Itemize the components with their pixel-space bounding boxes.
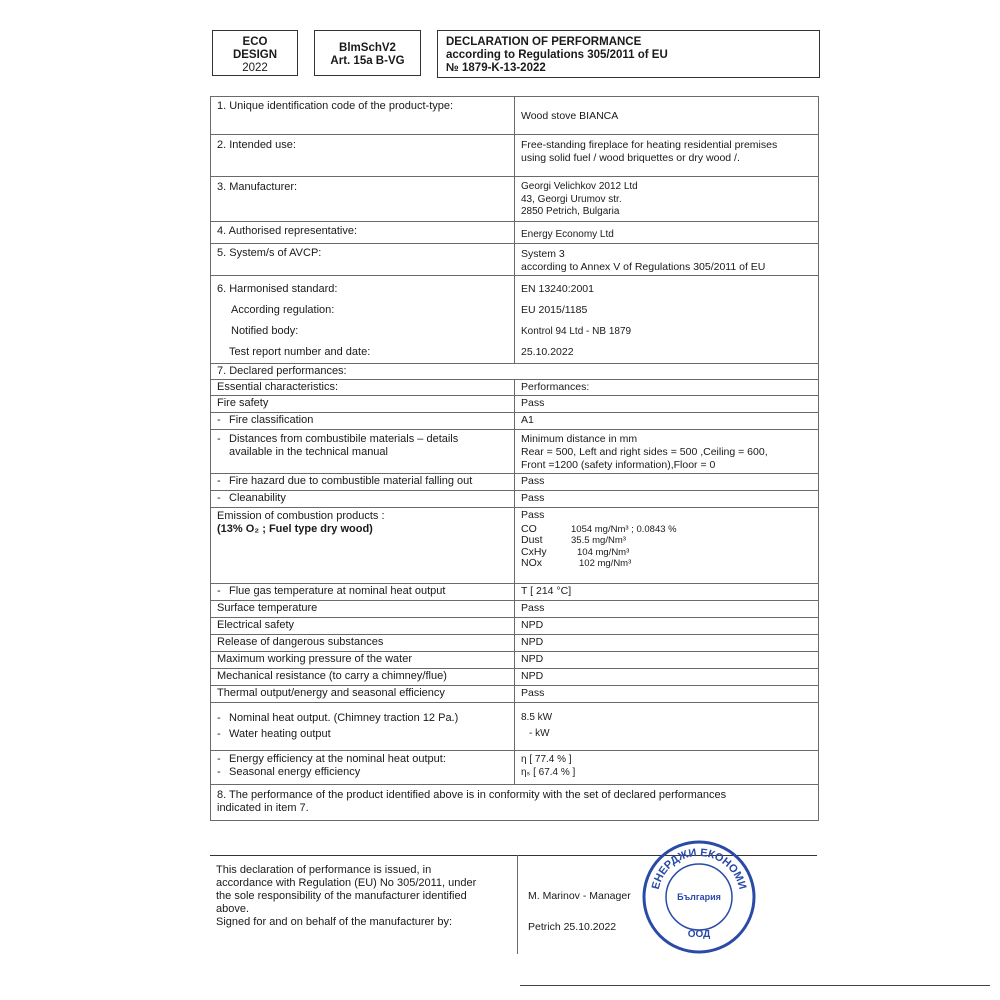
efficiency-values	[515, 751, 819, 785]
according-regulation-value: EU 2015/1185	[521, 304, 588, 316]
avcp-value	[515, 244, 819, 276]
signature-place-date: Petrich 25.10.2022	[528, 921, 617, 933]
seasonal-efficiency-text: Seasonal energy efficiency	[229, 766, 361, 778]
distances-label-line-1: Distances from combustibile materials – details	[229, 433, 459, 445]
cxhy-key: CxHy	[521, 545, 547, 558]
flue-gas-text: Flue gas temperature at nominal heat output	[229, 585, 446, 597]
row-fire-hazard	[211, 474, 819, 491]
emission-pass: Pass	[521, 509, 545, 521]
eco-line-3: 2022	[242, 62, 268, 74]
distances-value	[515, 430, 819, 474]
conformity-line-2: indicated in item 7.	[217, 802, 309, 814]
statement-line-1: This declaration of performance is issued, in	[216, 864, 432, 876]
efficiency-labels	[211, 751, 515, 785]
row-emission	[211, 508, 819, 584]
row-identification	[211, 97, 819, 135]
notified-body-value: Kontrol 94 Ltd - NB 1879	[521, 326, 632, 337]
emission-label-line-2: (13% O₂ ; Fuel type dry wood)	[217, 523, 373, 535]
emission-co	[521, 524, 814, 536]
row-flue-gas	[211, 584, 819, 601]
fire-hazard-value: Pass	[515, 474, 819, 491]
test-report-label: Test report number and date:	[229, 346, 371, 358]
row-thermal	[211, 686, 819, 703]
avcp-line-2: according to Annex V of Regulations 305/2011 of EU	[521, 261, 766, 273]
release-label: Release of dangerous substances	[211, 635, 515, 652]
thermal-label: Thermal output/energy and seasonal efficiency	[211, 686, 515, 703]
row-pressure	[211, 652, 819, 669]
manufacturer-name: Georgi Velichkov 2012 Ltd	[521, 181, 638, 192]
conformity-line-1: 8. The performance of the product identified above is in conformity with the set of declared performances	[217, 789, 727, 801]
emission-nox	[521, 558, 814, 570]
cleanability-value: Pass	[515, 491, 819, 508]
fire-classification-label: - Fire classification	[211, 413, 515, 430]
row-efficiency	[211, 751, 819, 785]
representative-label: 4. Authorised representative:	[211, 222, 515, 244]
eco-line-2: DESIGN	[232, 49, 278, 61]
row-electrical	[211, 618, 819, 635]
thermal-value: Pass	[515, 686, 819, 703]
avcp-line-1: System 3	[521, 248, 565, 260]
water-heating-text: Water heating output	[229, 728, 331, 740]
nominal-heat-output-text: Nominal heat output. (Chimney traction 12 Pa.)	[229, 712, 459, 724]
row-fire-safety	[211, 396, 819, 413]
signatory-name: M. Marinov - Manager	[528, 890, 631, 902]
stamp-center-text: България	[677, 892, 721, 902]
cleanability-text: Cleanability	[229, 492, 286, 504]
energy-efficiency-value: η [ 77.4 % ]	[521, 754, 572, 765]
blm-line-2: Art. 15a B-VG	[330, 55, 405, 67]
intended-use-label: 2. Intended use:	[211, 135, 515, 177]
energy-efficiency-label: - Energy efficiency at the nominal heat output:	[217, 753, 446, 765]
document-title: DECLARATION OF PERFORMANCE	[446, 36, 642, 48]
pressure-label: Maximum working pressure of the water	[211, 652, 515, 669]
row-representative	[211, 222, 819, 244]
emission-cxhy	[521, 547, 814, 559]
notified-body-label: Notified body:	[231, 325, 299, 337]
stamp-ring-text: ЕНЕРДЖИ ЕКОНОМИ	[649, 846, 749, 891]
row-mechanical	[211, 669, 819, 686]
row-avcp	[211, 244, 819, 276]
harmonised-standard-label: 6. Harmonised standard:	[217, 283, 338, 295]
row-release	[211, 635, 819, 652]
row-intended-use	[211, 135, 819, 177]
heat-output-values	[515, 703, 819, 751]
row-declared-performances	[211, 364, 819, 380]
statement-line-3: the sole responsibility of the manufacturer identified	[216, 890, 467, 902]
emission-label-line-1: Emission of combustion products :	[217, 510, 385, 522]
row-heat-output	[211, 703, 819, 751]
manufacturer-street: 43, Georgi Urumov str.	[521, 193, 622, 205]
row-perf-header	[211, 380, 819, 396]
flue-gas-label: - Flue gas temperature at nominal heat output	[211, 584, 515, 601]
fire-classification-text: Fire classification	[229, 414, 314, 426]
blm-line-1: BlmSchV2	[339, 42, 396, 54]
seasonal-efficiency-value: ηₛ [ 67.4 % ]	[521, 767, 576, 778]
nominal-heat-output-label: - Nominal heat output. (Chimney traction 12 Pa.)	[217, 712, 459, 724]
distances-value-line-2: Rear = 500, Left and right sides = 500 ,Ceiling = 600,	[521, 446, 768, 458]
water-heating-value: - kW	[529, 728, 550, 739]
eco-design-box	[212, 30, 298, 76]
signature-statement	[210, 856, 518, 955]
intended-use-line-2: using solid fuel / wood briquettes or dry wood /.	[521, 152, 740, 164]
pressure-value: NPD	[515, 652, 819, 669]
fire-safety-value: Pass	[515, 396, 819, 413]
distances-label-line-2: available in the technical manual	[229, 446, 388, 458]
distances-value-line-3: Front =1200 (safety information),Floor = 0	[521, 459, 716, 471]
nox-value: 102 mg/Nm³	[579, 558, 632, 569]
company-stamp	[640, 838, 758, 956]
nominal-heat-output-value: 8.5 kW	[521, 712, 553, 723]
nox-key: NOx	[521, 557, 542, 569]
row-surface	[211, 601, 819, 618]
co-value: 1054 mg/Nm³ ; 0.0843 %	[571, 523, 677, 535]
water-heating-label: - Water heating output	[217, 728, 331, 740]
fire-hazard-text: Fire hazard due to combustible material falling out	[229, 475, 473, 487]
declaration-table	[210, 96, 819, 821]
seasonal-efficiency-label: - Seasonal energy efficiency	[217, 766, 361, 778]
manufacturer-label: 3. Manufacturer:	[211, 177, 515, 222]
essential-characteristics-header: Essential characteristics:	[211, 380, 515, 396]
surface-label: Surface temperature	[211, 601, 515, 618]
representative-value: Energy Economy Ltd	[515, 222, 819, 244]
row-cleanability	[211, 491, 819, 508]
standard-labels	[211, 276, 515, 364]
test-report-value: 25.10.2022	[521, 346, 574, 358]
avcp-label: 5. System/s of AVCP:	[211, 244, 515, 276]
manufacturer-value	[515, 177, 819, 222]
dust-key: Dust	[521, 534, 543, 546]
standard-values	[515, 276, 819, 364]
blmschv-box	[314, 30, 421, 76]
distances-value-line-1: Minimum distance in mm	[521, 433, 638, 445]
dust-value: 35.5 mg/Nm³	[571, 535, 626, 546]
statement-line-5: Signed for and on behalf of the manufacturer by:	[216, 916, 453, 928]
row-standard	[211, 276, 819, 364]
surface-value: Pass	[515, 601, 819, 618]
energy-efficiency-text: Energy efficiency at the nominal heat output:	[229, 753, 446, 765]
intended-use-line-1: Free-standing fireplace for heating residential premises	[521, 139, 778, 151]
electrical-value: NPD	[515, 618, 819, 635]
identification-label: 1. Unique identification code of the product-type:	[211, 97, 515, 135]
electrical-label: Electrical safety	[211, 618, 515, 635]
document-number: № 1879-K-13-2022	[446, 62, 546, 74]
mechanical-label: Mechanical resistance (to carry a chimney/flue)	[211, 669, 515, 686]
stamp-bottom-text: ООД	[687, 929, 711, 940]
co-key: CO	[521, 522, 537, 535]
document-subtitle: according to Regulations 305/2011 of EU	[446, 49, 668, 61]
declared-performances-title: 7. Declared performances:	[211, 364, 819, 380]
emission-value	[515, 508, 819, 584]
row-distances	[211, 430, 819, 474]
fire-classification-value: A1	[515, 413, 819, 430]
statement-line-4: above.	[216, 903, 250, 915]
fire-safety-label: Fire safety	[211, 396, 515, 413]
flue-gas-value: T [ 214 °C]	[515, 584, 819, 601]
emission-label	[211, 508, 515, 584]
row-manufacturer	[211, 177, 819, 222]
manufacturer-city: 2850 Petrich, Bulgaria	[521, 206, 620, 217]
declaration-title-box	[437, 30, 820, 78]
heat-output-labels	[211, 703, 515, 751]
mechanical-value: NPD	[515, 669, 819, 686]
release-value: NPD	[515, 635, 819, 652]
signature-line	[520, 985, 990, 986]
according-regulation-label: According regulation:	[231, 304, 335, 316]
row-conformity	[211, 785, 819, 821]
fire-hazard-label: - Fire hazard due to combustible material falling out	[211, 474, 515, 491]
intended-use-value	[515, 135, 819, 177]
cxhy-value: 104 mg/Nm³	[577, 546, 630, 558]
eco-line-1: ECO	[242, 36, 268, 48]
distances-label: - Distances from combustibile materials – details available in the technical manual	[211, 430, 515, 474]
identification-value: Wood stove BIANCA	[515, 97, 819, 135]
harmonised-standard-value: EN 13240:2001	[521, 283, 594, 295]
statement-line-2: accordance with Regulation (EU) No 305/2011, under	[216, 877, 477, 889]
performances-header: Performances:	[515, 380, 819, 396]
cleanability-label: - Cleanability	[211, 491, 515, 508]
conformity-statement	[211, 785, 819, 821]
emission-dust	[521, 535, 814, 547]
row-fire-classification	[211, 413, 819, 430]
